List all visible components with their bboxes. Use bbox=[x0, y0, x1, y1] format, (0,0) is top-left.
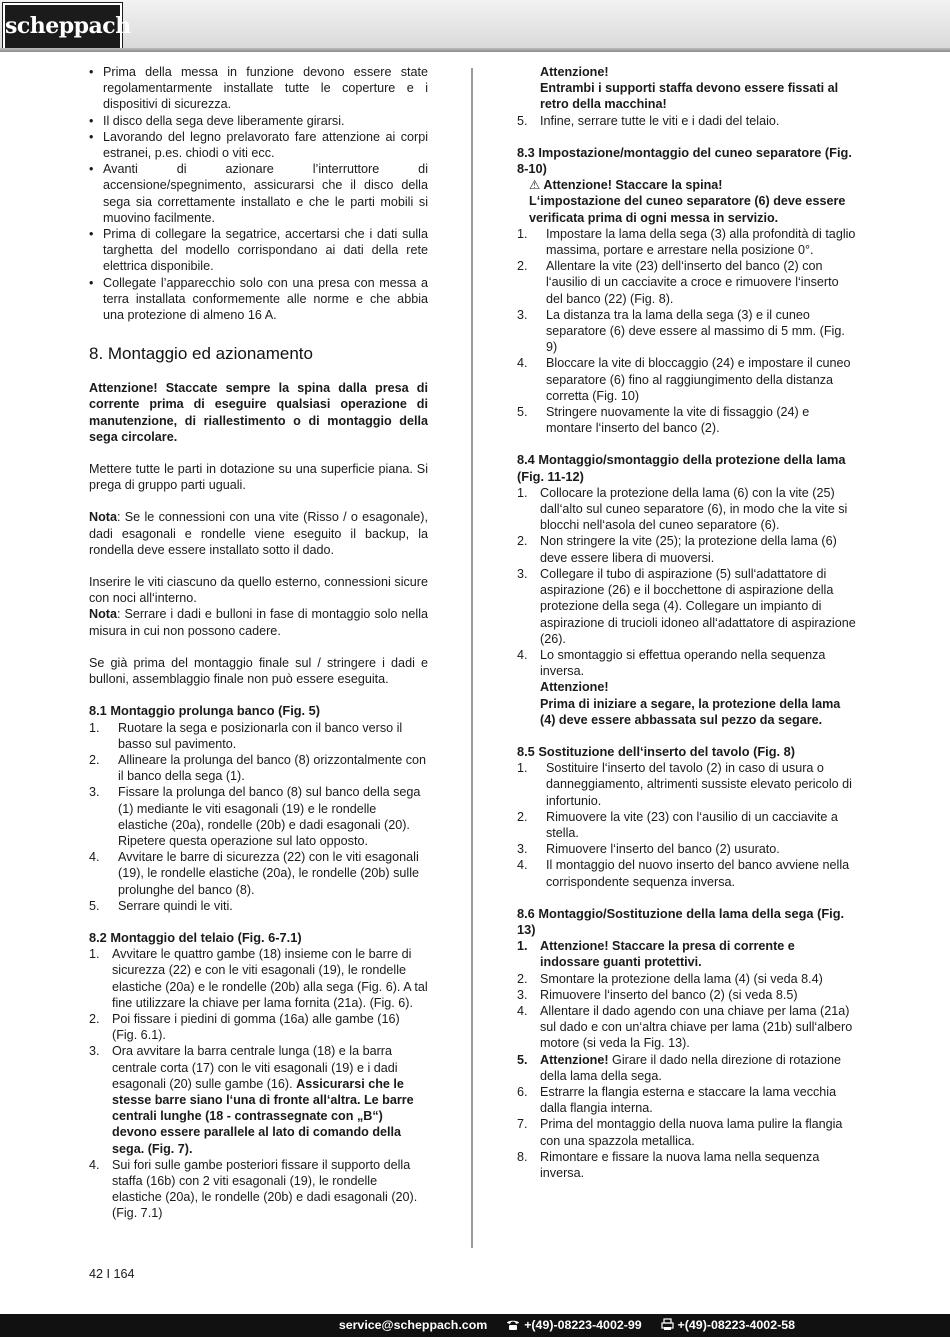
list-item: 4. Allentare il dado agendo con una chiave per lama (21a) sul dado e con un‘altra chiave per lama (21b) sull‘albero motore (si veda la Fig. 13). bbox=[517, 1003, 853, 1051]
paragraph: Se già prima del montaggio finale sul / stringere i dadi e bulloni, assemblaggio finale non può essere eseguita. bbox=[89, 655, 428, 687]
bullet-item: • Prima di collegare la segatrice, accertarsi che i dati sulla targhetta del modello corrispondano ai dati della rete elettrica disponibile. bbox=[89, 226, 428, 275]
list-item: 3. Ora avvitare la barra centrale lunga (18) e la barra centrale corta (17) con le viti esagonali (19) e i dadi esagonali (20) sulle gambe (16). Assicurarsi che le stesse barre siano l‘una di fronte all‘altra. Le barre centrali lunghe (18 - contrassegnate con „B“) devono essere parallele al lato di comando della sega. (Fig. 7). bbox=[89, 1044, 414, 1156]
steps-8-2-continued bbox=[517, 113, 856, 129]
subsection-title-8-1: 8.1 Montaggio prolunga banco (Fig. 5) bbox=[89, 703, 321, 719]
warning-heading: Attenzione! bbox=[540, 65, 609, 79]
list-item: 5. Serrare quindi le viti. bbox=[89, 898, 233, 913]
footer-phone[interactable]: +(49)-08223-4002-99 bbox=[524, 1318, 642, 1332]
list-item: 4. Bloccare la vite di bloccaggio (24) e impostare il cuneo separatore (6) fino al raggiungimento della distanza corretta (Fig. 10) bbox=[517, 356, 851, 403]
list-item: 2. Allineare la prolunga del banco (8) orizzontalmente con il banco della sega (1). bbox=[89, 752, 427, 784]
bullet-item: • Il disco della sega deve liberamente girarsi. bbox=[89, 113, 428, 129]
list-item: 5. Infine, serrare tutte le viti e i dadi del telaio. bbox=[517, 113, 780, 128]
list-item: 2. Non stringere la vite (25); la protezione della lama (6) deve essere libera di muoversi. bbox=[517, 534, 837, 565]
right-column bbox=[517, 64, 856, 1181]
list-item: 3. Rimuovere l‘inserto del banco (2) usurato. bbox=[517, 842, 780, 857]
header-bar bbox=[0, 0, 950, 50]
column-divider bbox=[471, 68, 473, 1248]
list-item: 1. Attenzione! Staccare la presa di corrente e indossare guanti protettivi. bbox=[517, 939, 795, 970]
warning-text: Entrambi i supporti staffa devono essere fissati al retro della macchina! bbox=[540, 81, 839, 112]
note-paragraph bbox=[89, 509, 428, 558]
scheppach-logo: scheppach bbox=[3, 3, 122, 50]
subsection-title-8-6: 8.6 Montaggio/Sostituzione della lama della sega (Fig. 13) bbox=[517, 905, 845, 937]
subsection-title-8-3: 8.3 Impostazione/montaggio del cuneo separatore (Fig. 8-10) bbox=[517, 144, 852, 177]
subsection-title-8-4: 8.4 Montaggio/smontaggio della protezione della lama (Fig. 11-12) bbox=[517, 452, 846, 484]
steps-8-4 bbox=[517, 485, 856, 679]
page-number: 42 I 164 bbox=[89, 1267, 135, 1281]
phone-icon bbox=[506, 1318, 524, 1332]
list-item: 4. Il montaggio del nuovo inserto del banco avviene nella corrispondente sequenza inversa. bbox=[517, 858, 850, 889]
list-item: 6. Estrarre la flangia esterna e staccare la lama vecchia dalla flangia interna. bbox=[517, 1084, 837, 1116]
footer-fax[interactable]: +(49)-08223-4002-58 bbox=[677, 1318, 795, 1332]
subsection-title-8-5: 8.5 Sostituzione dell‘inserto del tavolo (Fig. 8) bbox=[517, 743, 796, 759]
note-paragraph bbox=[89, 606, 428, 638]
steps-8-3 bbox=[517, 226, 856, 437]
note-text: : Se le connessioni con una vite (Risso / o esagonale), dadi esagonali e rondelle viene eseguito il backup, la rondella deve essere installato sotto il dado. bbox=[89, 510, 428, 557]
list-item: 5. Stringere nuovamente la vite di fissaggio (24) e montare l‘inserto del banco (2). bbox=[517, 405, 810, 436]
bullet-item: • Lavorando del legno prelavorato fare attenzione ai corpi estranei, p.es. chiodi o viti ecc. bbox=[89, 129, 428, 161]
fax-icon bbox=[661, 1318, 678, 1332]
warning-text: Attenzione! Staccate sempre la spina dalla presa di corrente prima di eseguire qualsiasi operazione di manutenzione, di riallestimento o di montaggio della sega circolare. bbox=[89, 381, 428, 444]
warning-heading: Attenzione! bbox=[540, 680, 609, 695]
list-item: 1. Collocare la protezione della lama (6) con la vite (25) dall‘alto sul cuneo separatore (6), in modo che la vite si blocchi nell‘asola del cuneo separatore (6). bbox=[517, 485, 848, 533]
paragraph: Mettere tutte le parti in dotazione su una superficie piana. Si prega di gruppo parti uguali. bbox=[89, 462, 428, 493]
list-item: 8. Rimontare e fissare la nuova lama nella sequenza inversa. bbox=[517, 1149, 820, 1180]
steps-8-6 bbox=[517, 938, 856, 1181]
bullet-item: • Prima della messa in funzione devono essere state regolamentarmente installate tutte le coperture e i dispositivi di sicurezza. bbox=[89, 64, 428, 113]
list-item: 1. Sostituire l‘inserto del tavolo (2) in caso di usura o danneggiamento, altrimenti sussiste elevato pericolo di infortunio. bbox=[517, 761, 852, 808]
list-item: 2. Poi fissare i piedini di gomma (16a) alle gambe (16) (Fig. 6.1). bbox=[89, 1011, 400, 1043]
list-item: 7. Prima del montaggio della nuova lama pulire la flangia con una spazzola metallica. bbox=[517, 1117, 843, 1148]
footer-email[interactable]: service@scheppach.com bbox=[338, 1318, 488, 1332]
steps-8-2 bbox=[89, 946, 428, 1221]
note-text: : Serrare i dadi e bulloni in fase di montaggio solo nella misura in cui non possono cadere. bbox=[89, 607, 428, 638]
safety-bullet-list bbox=[89, 64, 428, 323]
warning-line: ⚠ Attenzione! Staccare la spina! bbox=[529, 178, 723, 193]
note-label: Nota bbox=[89, 607, 117, 622]
note-label: Nota bbox=[89, 510, 117, 525]
list-item: 2. Rimuovere la vite (23) con l‘ausilio di un cacciavite a stella. bbox=[517, 809, 838, 840]
subsection-title-8-2: 8.2 Montaggio del telaio (Fig. 6-7.1) bbox=[89, 929, 302, 945]
warning-text: Prima di iniziare a segare, la protezione della lama (4) deve essere abbassata sul pezzo da segare. bbox=[540, 696, 841, 727]
list-item: 2. Smontare la protezione della lama (4) (si veda 8.4) bbox=[517, 971, 823, 986]
left-column bbox=[89, 64, 428, 1222]
bullet-item: • Avanti di azionare l’interruttore di accensione/spegnimento, assicurarsi che il disco della sega sia correttamente installato e che le parti mobili si muovino facilmente. bbox=[89, 161, 428, 226]
paragraph: Inserire le viti ciascuno da quello esterno, connessioni sicure con noci all‘interno. bbox=[89, 575, 428, 606]
list-item: 4. Lo smontaggio si effettua operando nella sequenza inversa. bbox=[517, 647, 826, 679]
list-item: 3. Fissare la prolunga del banco (8) sul banco della sega (1) mediante le viti esagonali (19) e le rondelle elastiche (20a), rondelle (20b) e dadi esagonali (20). Ripetere questa operazione sul lato opposto. bbox=[89, 785, 421, 848]
list-item: 1. Ruotare la sega e posizionarla con il banco verso il basso sul pavimento. bbox=[89, 720, 403, 751]
steps-8-1 bbox=[89, 720, 428, 914]
list-item: 3. Collegare il tubo di aspirazione (5) sull‘adattatore di aspirazione (26) e il bocchettone di aspirazione della protezione della sega (4). Collegare un impianto di aspirazione di trucioli idoneo all‘adattatore di aspirazione (26). bbox=[517, 566, 856, 646]
list-item: 4. Sui fori sulle gambe posteriori fissare il supporto della staffa (16b) con 2 viti esagonali (19), le rondelle elastiche (20a), le rondelle (20b) e dadi esagonali (20). (Fig. 7.1) bbox=[89, 1157, 418, 1221]
section-title: 8. Montaggio ed azionamento bbox=[89, 344, 313, 364]
list-item: 3. Rimuovere l‘inserto del banco (2) (si veda 8.5) bbox=[517, 987, 798, 1002]
warning-triangle-icon: ⚠ bbox=[529, 178, 541, 193]
list-item: 5. Attenzione! Girare il dado nella direzione di rotazione della lama della sega. bbox=[517, 1052, 841, 1083]
list-item: 4. Avvitare le barre di sicurezza (22) con le viti esagonali (19), le rondelle elastiche (20a), le rondelle (20b) sulle prolunghe del banco (8). bbox=[89, 850, 420, 897]
header-rule bbox=[0, 48, 950, 52]
warning-text: L‘impostazione del cuneo separatore (6) deve essere verificata prima di ogni messa in servizio. bbox=[529, 194, 846, 225]
list-item: 2. Allentare la vite (23) dell‘inserto del banco (2) con l‘ausilio di un cacciavite a croce e rimuovere l‘inserto del banco (22) (Fig. 8). bbox=[517, 259, 839, 306]
list-item: 3. La distanza tra la lama della sega (3) e il cuneo separatore (6) deve essere al massimo di 5 mm. (Fig. 9) bbox=[517, 307, 845, 355]
bullet-item: • Collegate l’apparecchio solo con una presa con messa a terra installata conformemente alle norme e che abbia una protezione di almeno 16 A. bbox=[89, 275, 428, 324]
footer-bar bbox=[0, 1314, 950, 1337]
steps-8-5 bbox=[517, 760, 856, 890]
list-item: 1. Impostare la lama della sega (3) alla profondità di taglio massima, portare e arrestare nella posizione 0°. bbox=[517, 226, 856, 258]
list-item: 1. Avvitare le quattro gambe (18) insieme con le barre di sicurezza (22) e con le viti esagonali (19), le rondelle elastiche (20a) e le rondelle (20b) alla sega (Fig. 6). A tal fine utilizzare la chiave per lama fornita (21a). (Fig. 6). bbox=[89, 947, 428, 1010]
